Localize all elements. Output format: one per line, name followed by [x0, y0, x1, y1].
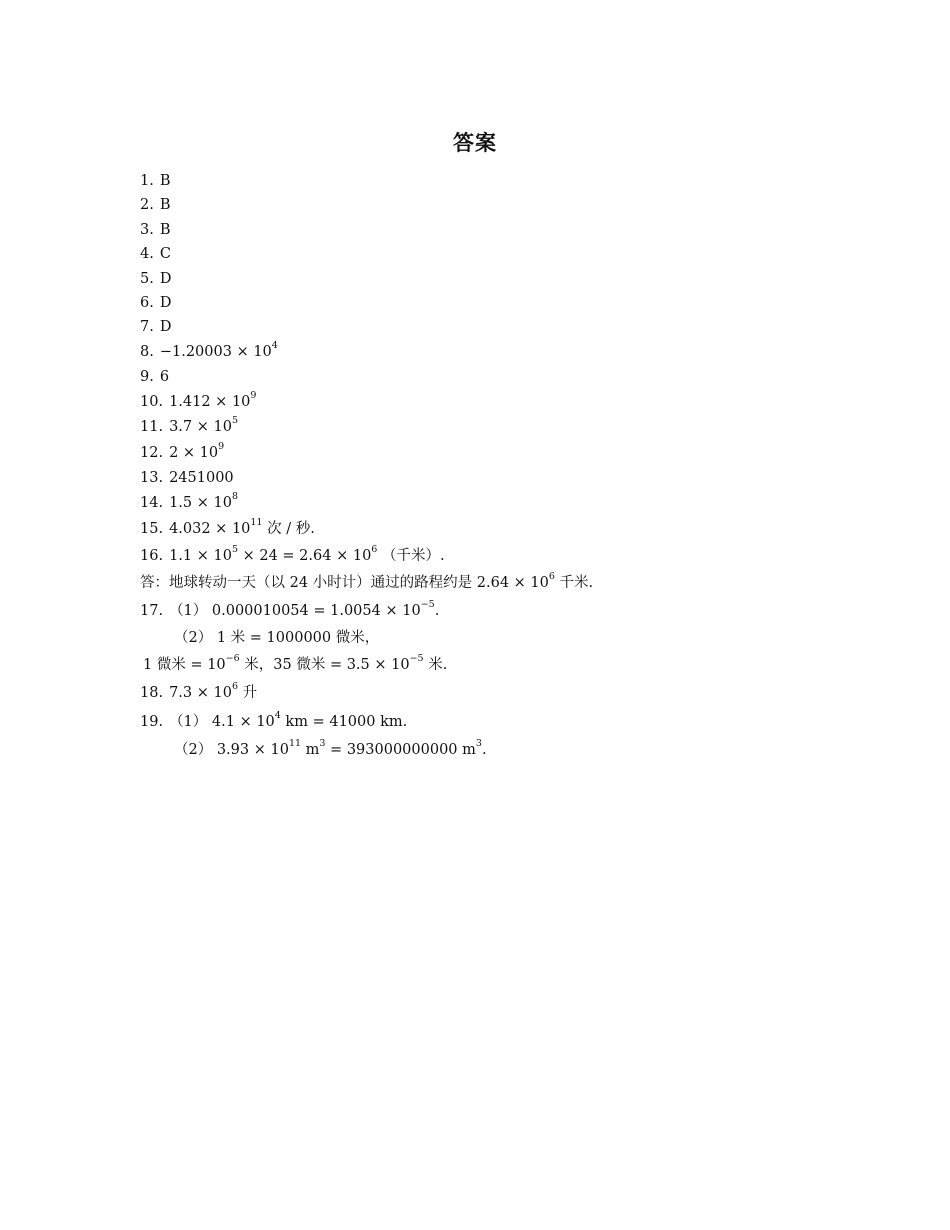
answer-number: 9.	[140, 369, 154, 385]
answer-text: 3.7 × 10	[169, 419, 232, 435]
answer-text: B	[159, 222, 171, 238]
answer-text: 4.032 × 10	[169, 521, 251, 537]
exponent: −5	[409, 653, 424, 665]
answer-line	[140, 318, 171, 336]
answer-text: 米.	[423, 657, 448, 673]
answer-text: m	[301, 742, 320, 758]
page-title: 答案	[453, 131, 497, 155]
exponent: 8	[231, 491, 238, 503]
answer-number: 2.	[140, 197, 154, 213]
answer-text: 6	[159, 369, 170, 385]
exponent: 4	[274, 710, 281, 722]
answer-line	[140, 221, 171, 239]
answer-line	[140, 196, 171, 214]
answer-number: 19.	[140, 714, 164, 730]
answer-line	[174, 629, 379, 647]
answer-line	[140, 270, 171, 288]
answer-text: 1.5 × 10	[169, 495, 232, 511]
answer-line	[140, 571, 594, 592]
exponent: −6	[225, 653, 240, 665]
answer-text: 次 / 秒.	[262, 521, 315, 537]
answer-number: 17.	[140, 603, 164, 619]
answer-line	[140, 340, 278, 361]
answer-text: 米，35 微米 = 3.5 × 10	[239, 657, 410, 673]
answer-text: C	[159, 246, 171, 262]
answer-line	[140, 517, 315, 538]
exponent: 3	[475, 738, 482, 750]
answer-number: 12.	[140, 445, 164, 461]
answer-text: 2451000	[169, 470, 234, 486]
answer-text: B	[159, 197, 171, 213]
answer-line	[143, 653, 448, 674]
answer-number: 14.	[140, 495, 164, 511]
answer-line	[140, 368, 169, 386]
answer-text: （2） 3.93 × 10	[174, 742, 289, 758]
exponent: 9	[250, 390, 257, 402]
answer-number: 3.	[140, 222, 154, 238]
answer-text: × 24 = 2.64 × 10	[238, 548, 372, 564]
answer-text: 1.412 × 10	[169, 394, 251, 410]
answer-text: .	[434, 603, 440, 619]
answer-text: 千米.	[554, 575, 594, 591]
answer-text: （1） 0.000010054 = 1.0054 × 10	[169, 603, 421, 619]
answer-text: （千米）.	[377, 548, 445, 564]
answer-text: = 393000000000 m	[325, 742, 476, 758]
answer-text: km = 41000 km.	[280, 714, 408, 730]
exponent: 5	[231, 415, 238, 427]
exponent: −5	[420, 599, 435, 611]
exponent: 3	[319, 738, 326, 750]
answer-number: 15.	[140, 521, 164, 537]
answer-number: 13.	[140, 470, 164, 486]
answer-line	[140, 544, 445, 565]
answer-line	[140, 441, 225, 462]
answer-text: 7.3 × 10	[169, 685, 232, 701]
answer-text: 1 微米 = 10	[143, 657, 226, 673]
answer-line	[140, 491, 238, 512]
answer-line	[140, 415, 238, 436]
answer-text: D	[159, 295, 172, 311]
answer-text: D	[159, 319, 172, 335]
exponent: 4	[271, 340, 278, 352]
exponent: 11	[250, 517, 263, 529]
exponent: 5	[231, 544, 238, 556]
answer-number: 5.	[140, 271, 154, 287]
answer-number: 16.	[140, 548, 164, 564]
answer-line	[174, 738, 487, 759]
answer-line	[140, 172, 171, 190]
answer-text: 2 × 10	[169, 445, 219, 461]
answer-number: 8.	[140, 344, 154, 360]
answer-line	[140, 599, 440, 620]
answer-line	[140, 710, 408, 731]
answer-number: 7.	[140, 319, 154, 335]
answer-number: 1.	[140, 173, 154, 189]
answer-text: 升	[238, 685, 258, 701]
answer-number: 10.	[140, 394, 164, 410]
answer-text: 1.1 × 10	[169, 548, 232, 564]
answer-text: D	[159, 271, 172, 287]
answer-number: 18.	[140, 685, 164, 701]
answer-line	[140, 681, 258, 702]
exponent: 6	[548, 571, 555, 583]
answer-text: 答：地球转动一天（以 24 小时计）通过的路程约是 2.64 × 10	[140, 575, 549, 591]
exponent: 9	[218, 441, 225, 453]
answer-text: （2） 1 米 = 1000000 微米，	[174, 630, 380, 646]
answer-number: 4.	[140, 246, 154, 262]
answer-text: −1.20003 × 10	[159, 344, 272, 360]
answer-text: （1） 4.1 × 10	[169, 714, 275, 730]
answer-line	[140, 469, 234, 487]
exponent: 11	[288, 738, 302, 750]
answer-number: 11.	[140, 419, 164, 435]
answer-text: .	[481, 742, 487, 758]
answer-number: 6.	[140, 295, 154, 311]
exponent: 6	[231, 681, 238, 693]
answer-line	[140, 245, 171, 263]
exponent: 6	[371, 544, 378, 556]
answer-line	[140, 294, 171, 312]
answer-text: B	[159, 173, 171, 189]
answer-line	[140, 390, 257, 411]
